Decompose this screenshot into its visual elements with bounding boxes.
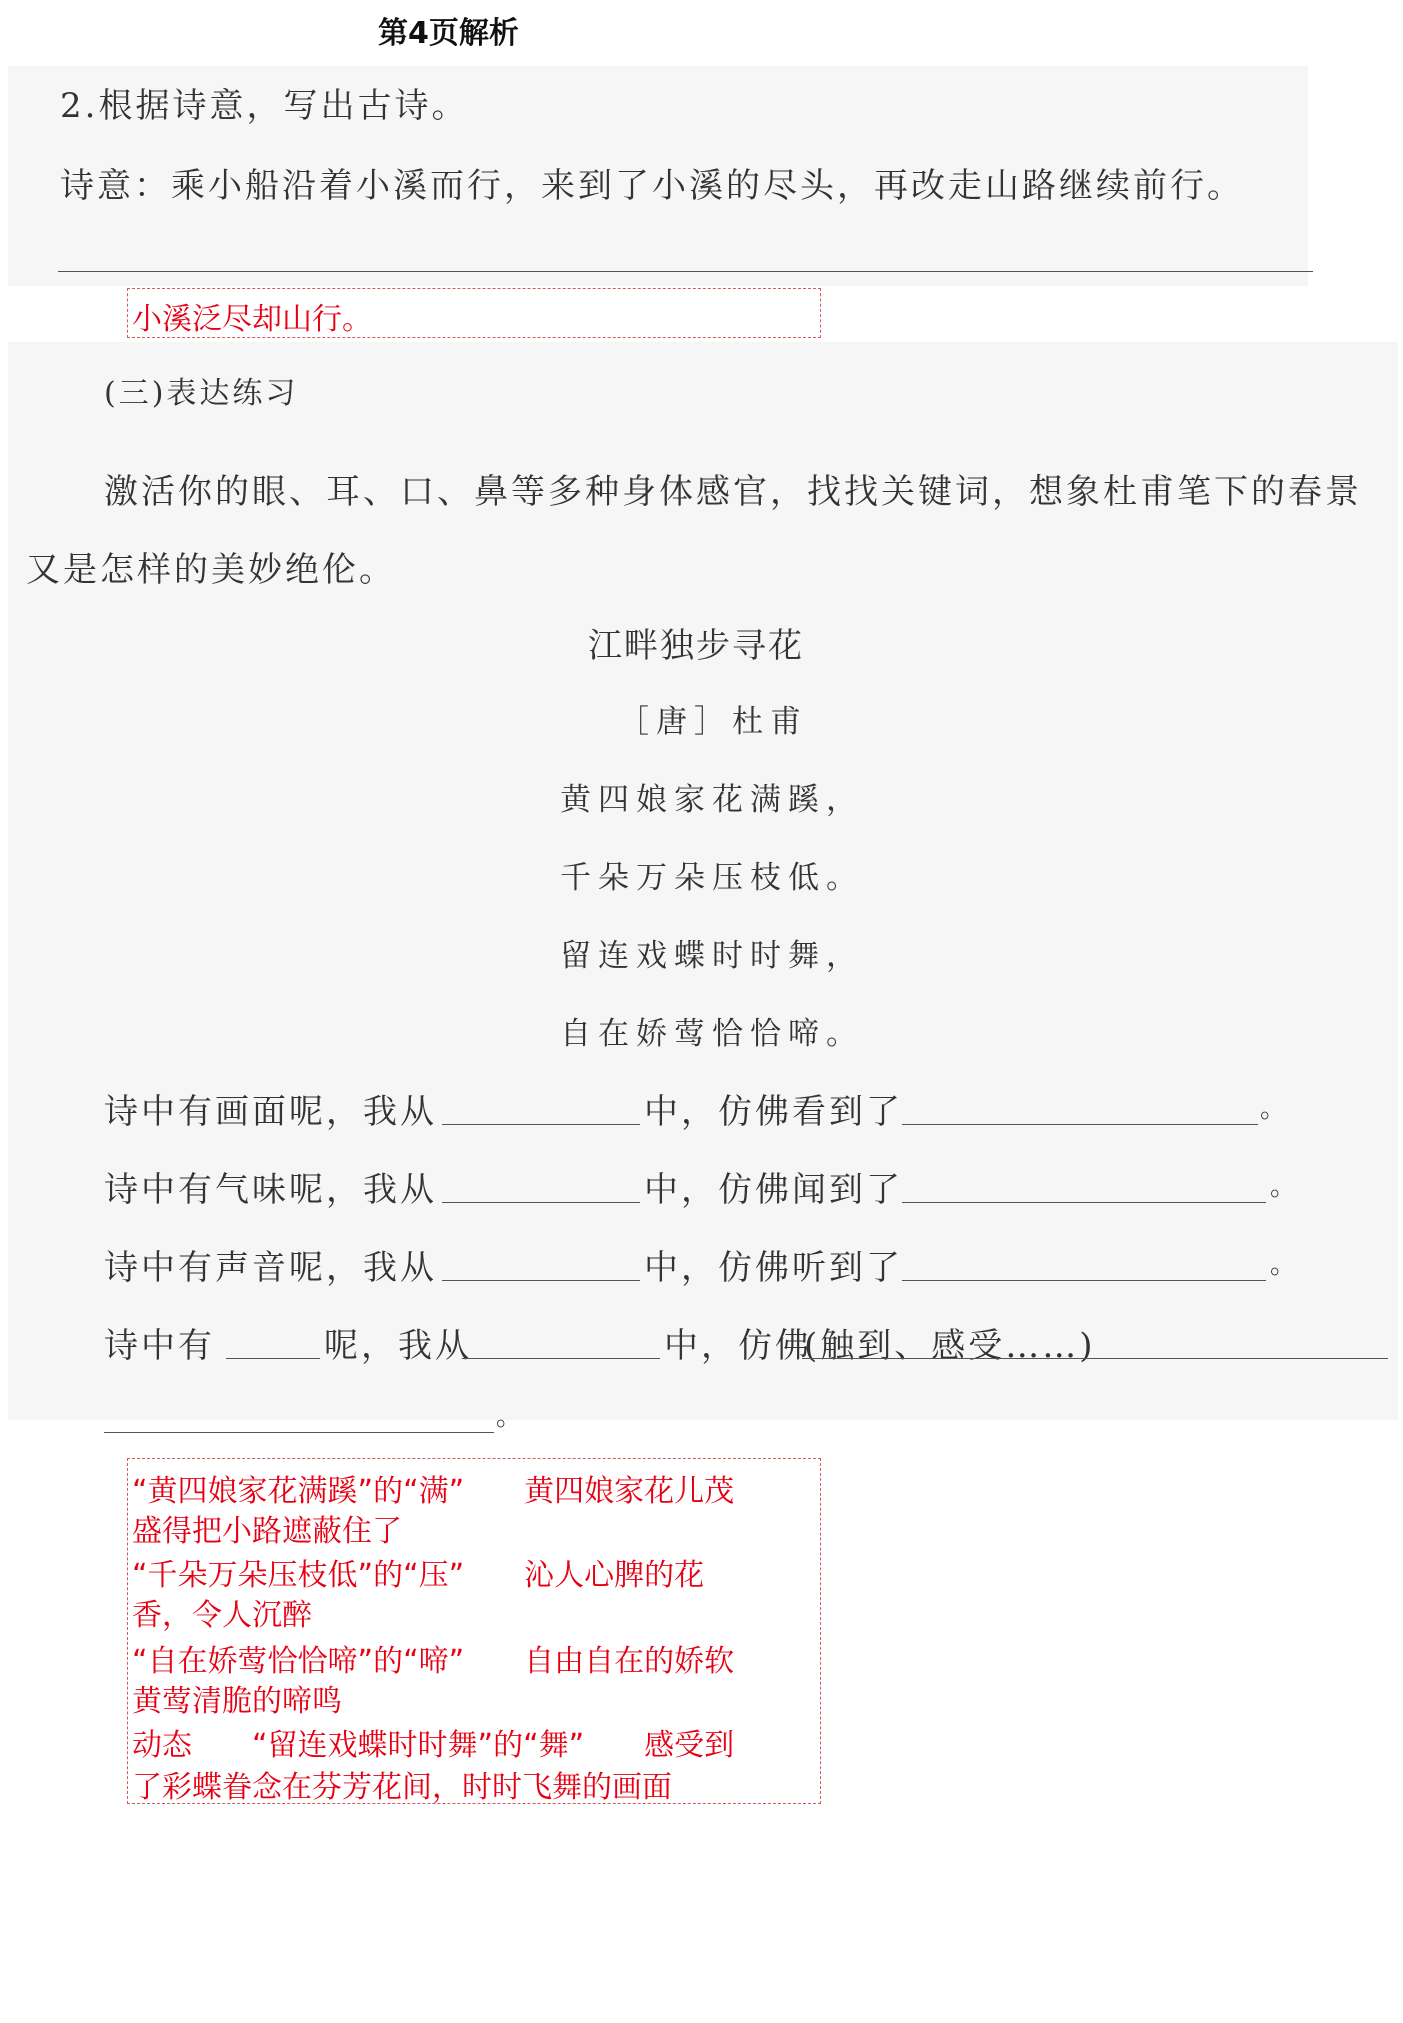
fill-row-1-prefix: 诗中有画面呢，我从 [104, 1092, 437, 1132]
fill-row-5-end: 。 [496, 1402, 526, 1432]
fill-blank [442, 1124, 640, 1125]
answer-line: 盛得把小路遮蔽住了 [132, 1514, 402, 1549]
answer-line: 了彩蝶眷念在芬芳花间，时时飞舞的画面 [132, 1770, 672, 1805]
fill-row-2-end: 。 [1270, 1172, 1300, 1202]
fill-row-1-mid: 中，仿佛看到了 [644, 1092, 903, 1132]
poem-title: 江畔独步寻花 [588, 626, 804, 666]
fill-blank [226, 1358, 320, 1359]
instruction-line-2: 又是怎样的美妙绝伦。 [26, 550, 396, 590]
answer-text-q2: 小溪泛尽却山行。 [132, 302, 372, 337]
fill-row-2-prefix: 诗中有气味呢，我从 [104, 1170, 437, 1210]
fill-row-3-prefix: 诗中有声音呢，我从 [104, 1248, 437, 1288]
fill-row-4-hint: (触到、感受……) [804, 1326, 1096, 1366]
fill-blank [462, 1358, 660, 1359]
answer-line: “千朵万朵压枝低”的“压” 沁人心脾的花 [132, 1558, 705, 1593]
poem-author: ［唐］杜甫 [618, 704, 808, 740]
poem-line: 留连戏蝶时时舞， [560, 938, 864, 974]
fill-row-2-mid: 中，仿佛闻到了 [644, 1170, 903, 1210]
fill-row-4-mid2: 中，仿佛 [664, 1326, 812, 1366]
answer-line [58, 271, 1313, 272]
page-title: 第4页解析 [378, 16, 519, 51]
fill-row-4-prefix: 诗中有 [104, 1326, 215, 1366]
answer-line: “黄四娘家花满蹊”的“满” 黄四娘家花儿茂 [132, 1474, 735, 1509]
fill-blank [902, 1124, 1258, 1125]
fill-row-3-mid: 中，仿佛听到了 [644, 1248, 903, 1288]
fill-row-3-end: 。 [1270, 1250, 1300, 1280]
fill-row-1-end: 。 [1260, 1094, 1290, 1124]
instruction-line-1: 激活你的眼、耳、口、鼻等多种身体感官，找找关键词，想象杜甫笔下的春景 [104, 472, 1362, 512]
answer-line: 黄莺清脆的啼鸣 [132, 1684, 342, 1719]
fill-row-4-mid: 呢，我从 [324, 1326, 472, 1366]
fill-blank [104, 1432, 494, 1433]
poem-line: 黄四娘家花满蹊， [560, 782, 864, 818]
question-prompt: 2.根据诗意，写出古诗。 [60, 86, 469, 126]
fill-blank [442, 1280, 640, 1281]
answer-line: 香，令人沉醉 [132, 1598, 312, 1633]
poem-line: 千朵万朵压枝低。 [560, 860, 864, 896]
poem-line: 自在娇莺恰恰啼。 [560, 1016, 864, 1052]
fill-blank [442, 1202, 640, 1203]
fill-blank [802, 1358, 1388, 1359]
poem-meaning: 诗意：乘小船沿着小溪而行，来到了小溪的尽头，再改走山路继续前行。 [60, 166, 1244, 206]
answer-line: “自在娇莺恰恰啼”的“啼” 自由自在的娇软 [132, 1644, 735, 1679]
answer-line: 动态 “留连戏蝶时时舞”的“舞” 感受到 [132, 1728, 735, 1763]
fill-blank [902, 1202, 1266, 1203]
section-heading: (三)表达练习 [104, 376, 299, 411]
fill-blank [902, 1280, 1266, 1281]
